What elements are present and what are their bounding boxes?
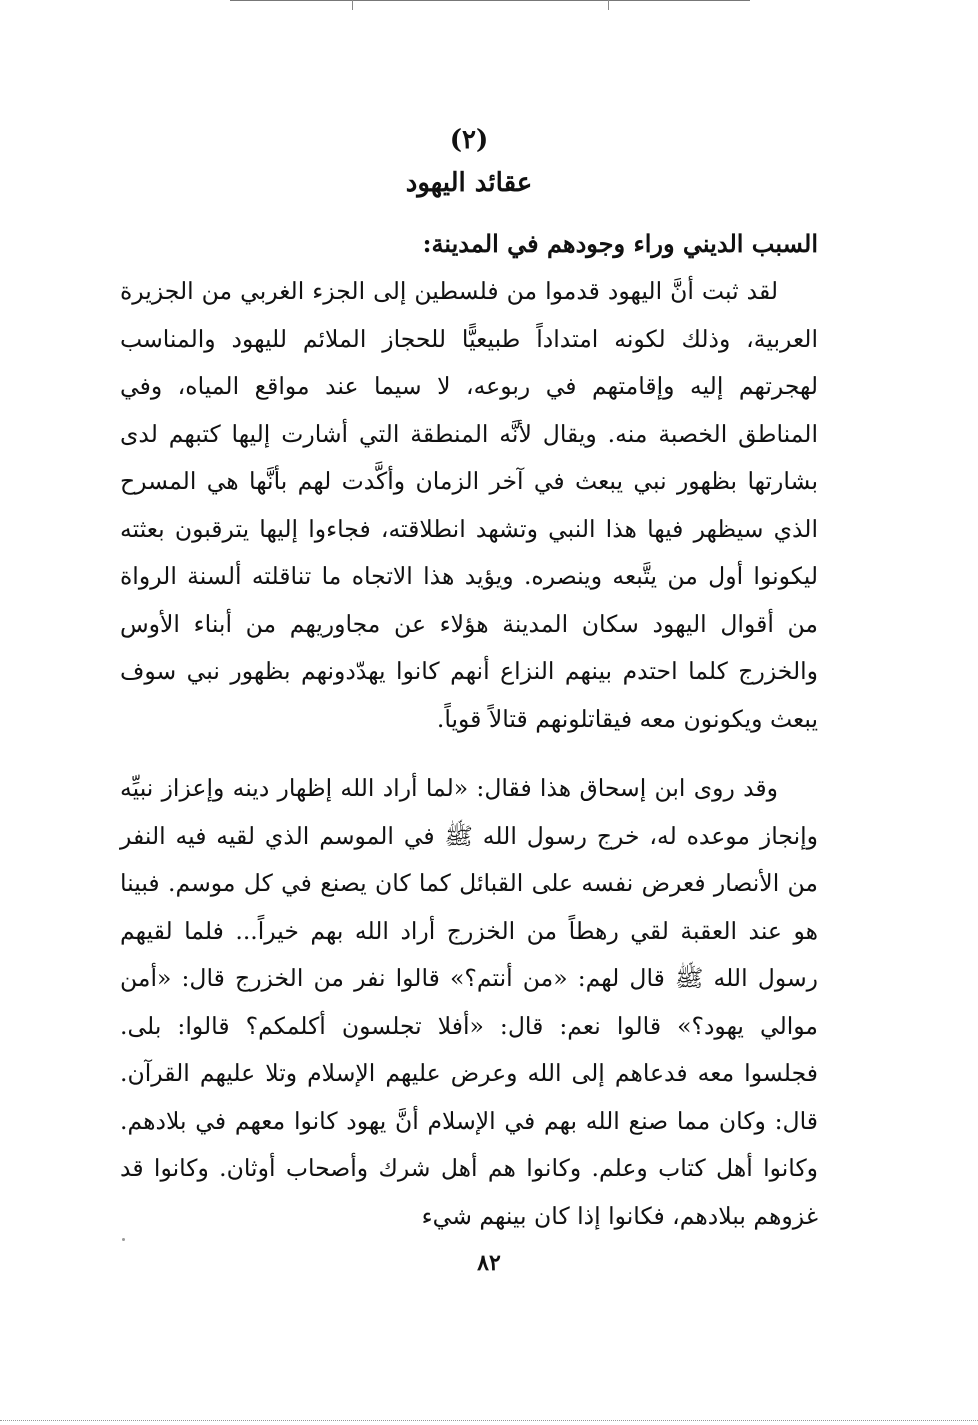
chapter-title: عقائد اليهود <box>405 168 533 198</box>
paragraph-2: وقد روى ابن إسحاق هذا فقال: «لما أراد الله إظهار دينه وإعزاز نبيِّه وإنجاز موعده له، خرج رسول الله ﷺ في الموسم الذي لقيه فيه النفر من الأنصار فعرض نفسه على القبائل كما كان يصنع في كل موسم. فبينا هو عند العقبة لقي رهطاً من الخزرج أراد الله بهم خيراً... فلما لقيهم رسول الله ﷺ قال لهم: «من أنتم؟» قالوا نفر من الخزرج قال: «أمن موالي يهود؟» قالوا نعم: قال: «أفلا تجلسون أكلمكم؟ قالوا: بلى. فجلسوا معه فدعاهم إلى الله وعرض عليهم الإسلام وتلا عليهم القرآن. قال: وكان مما صنع الله بهم في الإسلام أنَّ يهود كانوا معهم في بلادهم. وكانوا أهل كتاب وعلم. وكانوا هم أهل شرك وأصحاب أوثان. وكانوا قد غزوهم ببلادهم، فكانوا إذا كان بينهم شيء <box>120 774 818 1230</box>
top-border-tick <box>608 0 609 10</box>
top-border-tick <box>352 0 353 10</box>
scan-speck <box>122 1238 125 1241</box>
paragraph-1: لقد ثبت أنَّ اليهود قدموا من فلسطين إلى الجزء الغربي من الجزيرة العربية، وذلك لكونه امتداداً طبيعيًّا للحجاز الملائم لليهود والمناسب لهجرتهم إليه وإقامتهم في ربوعه، لا سيما عند مواقع المياه، وفي المناطق الخصبة منه. ويقال لأنَّه المنطقة التي أشارت إليها كتبهم لدى بشارتها بظهور نبي يبعث في آخر الزمان وأكَّدت لهم بأنَّها هي المسرح الذي سيظهر فيها هذا النبي وتشهد انطلاقته، فجاءوا إليها يترقبون بعثته ليكونوا أول من يتَّبعه وينصره. ويؤيد هذا الاتجاه ما تناقلته ألسنة الرواة من أقوال اليهود سكان المدينة هؤلاء عن مجاوريهم من أبناء الأوس والخزرج كلما احتدم بينهم النزاع أنهم كانوا يهدّدونهم بظهور نبي سوف يبعث ويكونون معه فيقاتلونهم قتالاً قوياً. <box>120 277 818 733</box>
top-border-line <box>230 0 750 1</box>
section-heading: السبب الديني وراء وجودهم في المدينة: <box>422 229 818 258</box>
bottom-border-line <box>0 1420 978 1421</box>
chapter-number: (٢) <box>449 125 489 155</box>
page-number: ٨٢ <box>477 1250 501 1276</box>
page-body <box>120 120 818 1240</box>
